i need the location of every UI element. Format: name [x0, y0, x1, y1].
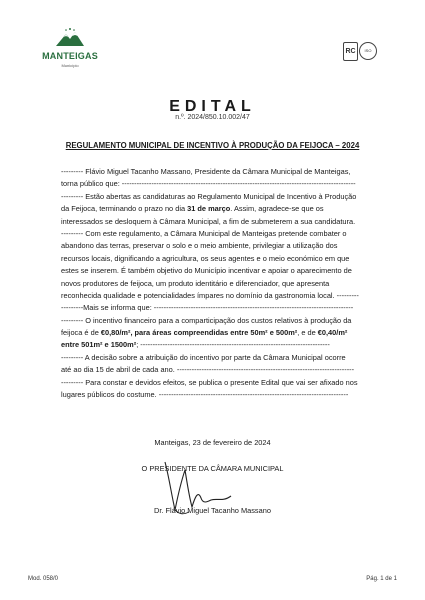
text-line: --------- Flávio Miguel Tacanho Massano, Presidente da Câmara Municipal de Manteigas,	[61, 167, 351, 176]
text-line: estes se inserem. É também objetivo do Município incentivar e apoiar o aparecimento de	[61, 266, 352, 276]
document-body	[61, 166, 374, 401]
certification-badge: ISO	[359, 42, 377, 60]
paragraph-incentive	[61, 315, 374, 352]
text-line: --------- Para constar e devidos efeitos, se publica o presente Edital que vai ser afixado nos	[61, 377, 358, 387]
text-line: --------- Com este regulamento, a Câmara Municipal de Manteigas pretende combater o	[61, 228, 347, 238]
text-line	[61, 203, 374, 215]
reference-number: n.º. 2024/850.10.002/47	[175, 114, 250, 121]
paragraph-publication	[61, 377, 374, 402]
text-line: novos produtores de feijoca, um produto identitário e diferenciador, que apresenta	[61, 278, 330, 288]
text-line: --------- O incentivo financeiro para a comparticipação dos custos relativos à produção da	[61, 315, 352, 325]
incentive-rate-1: €0,80/m², para áreas compreendidas entre 50m² e 500m²	[100, 328, 298, 338]
text-line: --------- Estão abertas as candidaturas ao Regulamento Municipal de Incentivo à Produção	[61, 191, 357, 201]
page-number: Pág. 1 de 1	[366, 576, 397, 582]
place-and-date: Manteigas, 23 de fevereiro de 2024	[154, 438, 271, 447]
text-run: da Feijoca, terminando o prazo no dia	[61, 204, 188, 214]
document-heading: REGULAMENTO MUNICIPAL DE INCENTIVO À PRODUÇÃO DA FEIJOCA – 2024	[65, 141, 360, 150]
municipality-logo	[40, 26, 100, 74]
mountain-logo-icon	[54, 26, 86, 50]
incentive-rate-2: €0,40/m²	[317, 328, 348, 338]
text-line: recursos locais, dignificando a agricultura, os seus agentes e o meio económico em que	[61, 253, 350, 263]
text-line	[61, 339, 374, 351]
text-line	[61, 327, 374, 339]
text-line: ---------Mais se informa que: ---------------------------------------------------------------------------------	[61, 303, 354, 313]
text-line: interessados se desloquem à Câmara Municipal, a fim de submeterem a sua candidatura.	[61, 216, 356, 226]
text-line: reconhecida qualidade e potencialidades ímpares no domínio da gastronomia local. ---------	[61, 290, 359, 300]
text-run: feijoca é de	[61, 328, 101, 338]
page-title: EDITAL	[169, 98, 256, 115]
logo-subtitle: Município	[61, 63, 79, 68]
text-run: . Assim, agradece-se que os	[230, 204, 324, 214]
signatory-role: O PRESIDENTE DA CÂMARA MUNICIPAL	[141, 464, 284, 473]
logo-name: MANTEIGAS	[42, 51, 98, 61]
text-run: ; -----------------------------------------------------------------------------	[136, 340, 330, 350]
signatory-name: Dr. Flávio Miguel Tacanho Massano	[154, 506, 271, 515]
text-line: lugares públicos do costume. -----------------------------------------------------------------------------	[61, 390, 349, 400]
paragraph-objectives	[61, 228, 374, 315]
paragraph-intro	[61, 166, 374, 191]
paragraph-applications	[61, 191, 374, 228]
text-line: --------- A decisão sobre a atribuição do incentivo por parte da Câmara Municipal ocorre	[61, 352, 346, 362]
text-line: torna público que: -----------------------------------------------------------------------------------------------	[61, 179, 356, 189]
text-run: , e de	[297, 328, 318, 338]
certification-marks	[343, 40, 375, 62]
text-line: abandono das terras, preservar o solo e o meio ambiente, privilegiar a utilização dos	[61, 241, 338, 251]
deadline-date: 31 de março	[187, 204, 231, 214]
incentive-range-2: entre 501m² e 1500m²	[61, 340, 137, 350]
text-line: até ao dia 15 de abril de cada ano. ------------------------------------------------------------------------	[61, 365, 355, 375]
paragraph-decision	[61, 352, 374, 377]
certification-mark: RC	[343, 42, 358, 61]
model-code: Mod. 058/0	[28, 576, 59, 582]
